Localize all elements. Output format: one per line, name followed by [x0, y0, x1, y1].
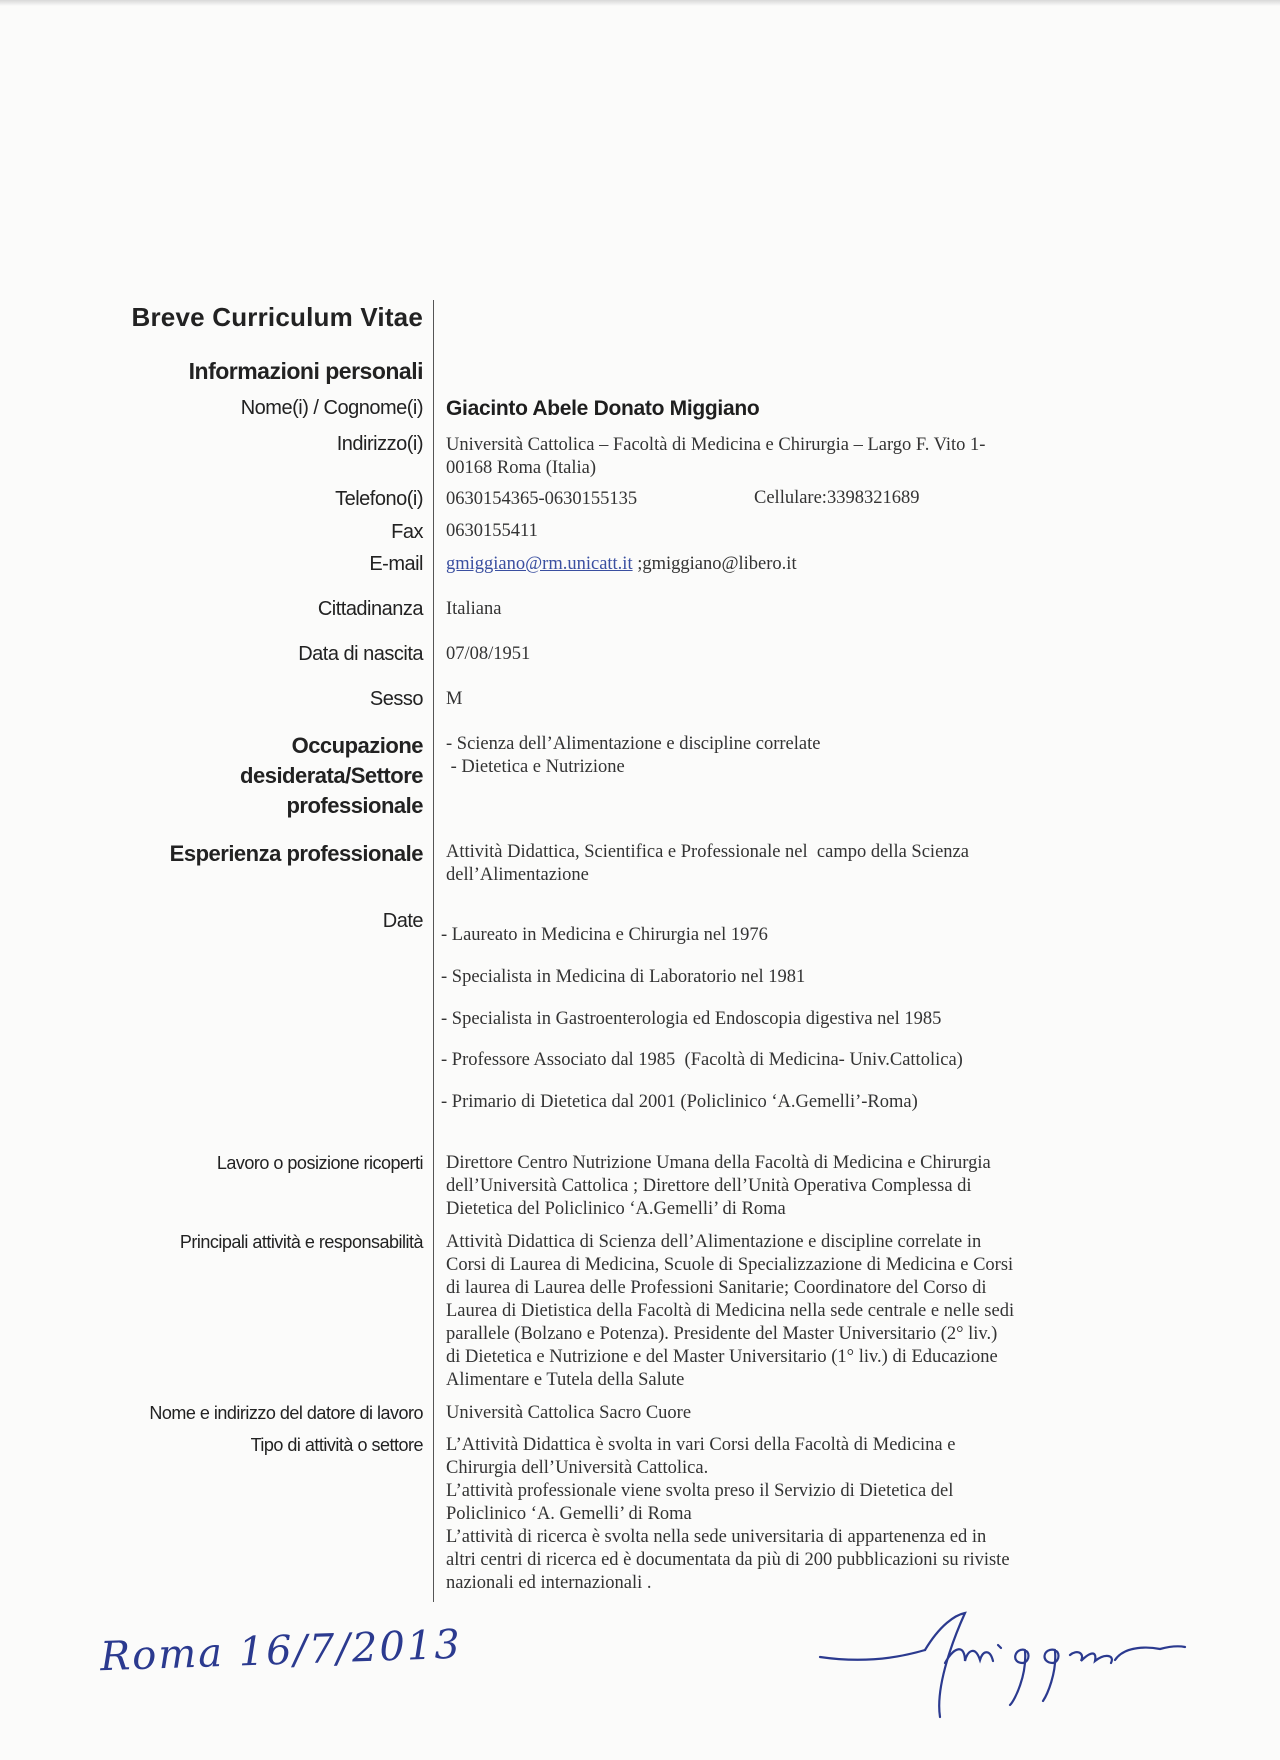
activities-line-1: Attività Didattica di Scienza dell’Alimentazione e discipline correlate in: [446, 1232, 982, 1252]
page-top-edge: [0, 0, 1280, 6]
sector-line-5: L’attività di ricerca è svolta nella sede universitaria di appartenenza ed in: [446, 1527, 987, 1547]
experience-line-1: Attività Didattica, Scientifica e Professionale nel campo della Scienza: [446, 842, 969, 862]
sector-label: Tipo di attività o settore: [250, 1435, 423, 1455]
activities-line-4: Laurea di Dietistica della Facoltà di Medicina nella sede centrale e nelle sedi: [446, 1301, 1015, 1321]
sex-value: M: [446, 689, 463, 709]
sex-label: Sesso: [369, 688, 423, 710]
phone-value: 0630154365-0630155135: [446, 489, 638, 509]
date-item-3: - Specialista in Gastroenterologia ed Endoscopia digestiva nel 1985: [441, 1009, 942, 1029]
experience-line-2: dell’Alimentazione: [446, 865, 589, 885]
name-value: Giacinto Abele Donato Miggiano: [446, 397, 760, 420]
sector-line-3: L’attività professionale viene svolta preso il Servizio di Dietetica del: [446, 1481, 954, 1501]
occupation-value-1: - Scienza dell’Alimentazione e discipline correlate: [446, 734, 821, 754]
employer-label: Nome e indirizzo del datore di lavoro: [149, 1403, 423, 1423]
citizenship-label: Cittadinanza: [317, 598, 423, 620]
date-item-5: - Primario di Dietetica dal 2001 (Policlinico ‘A.Gemelli’-Roma): [441, 1092, 918, 1112]
cv-title: Breve Curriculum Vitae: [131, 302, 423, 332]
occupation-label-1: Occupazione: [291, 733, 423, 758]
birth-label: Data di nascita: [298, 643, 423, 665]
mobile-value: Cellulare:3398321689: [754, 488, 920, 508]
position-label: Lavoro o posizione ricoperti: [216, 1153, 423, 1173]
address-label: Indirizzo(i): [336, 433, 423, 455]
occupation-label-3: professionale: [286, 793, 423, 818]
fax-value: 0630155411: [446, 521, 538, 541]
handwritten-place-date: Roma 16/7/2013: [99, 1621, 463, 1681]
signature: [815, 1605, 1195, 1725]
activities-label: Principali attività e responsabilità: [179, 1232, 423, 1252]
employer-value: Università Cattolica Sacro Cuore: [446, 1403, 692, 1423]
column-divider: [433, 300, 434, 1602]
activities-line-6: di Dietetica e Nutrizione e del Master Universitario (1° liv.) di Educazione: [446, 1347, 998, 1367]
email-label: E-mail: [369, 553, 423, 575]
date-item-1: - Laureato in Medicina e Chirurgia nel 1976: [441, 925, 768, 945]
address-line-1: Università Cattolica – Facoltà di Medicina e Chirurgia – Largo F. Vito 1-: [446, 435, 986, 455]
activities-line-5: parallele (Bolzano e Potenza). Presidente del Master Universitario (2° liv.): [446, 1324, 998, 1344]
dates-label: Date: [382, 910, 423, 932]
sector-line-2: Chirurgia dell’Università Cattolica.: [446, 1458, 709, 1478]
occupation-label-2: desiderata/Settore: [240, 763, 423, 788]
occupation-value-2: - Dietetica e Nutrizione: [446, 757, 625, 777]
activities-line-2: Corsi di Laurea di Medicina, Scuole di Specializzazione di Medicina e Corsi: [446, 1255, 1014, 1275]
email-secondary: ;gmiggiano@libero.it: [632, 554, 797, 574]
fax-label: Fax: [391, 521, 423, 543]
sector-line-7: nazionali ed internazionali .: [446, 1573, 652, 1593]
activities-line-7: Alimentare e Tutela della Salute: [446, 1370, 685, 1390]
name-label: Nome(i) / Cognome(i): [240, 397, 423, 419]
date-item-4: - Professore Associato dal 1985 (Facoltà di Medicina- Univ.Cattolica): [441, 1050, 963, 1070]
address-line-2: 00168 Roma (Italia): [446, 458, 597, 478]
sector-line-4: Policlinico ‘A. Gemelli’ di Roma: [446, 1504, 692, 1524]
birth-value: 07/08/1951: [446, 644, 531, 664]
citizenship-value: Italiana: [446, 599, 502, 619]
email-value: [446, 553, 797, 576]
experience-label: Esperienza professionale: [169, 841, 423, 866]
activities-line-3: di laurea di Laurea delle Professioni Sanitarie; Coordinatore del Corso di: [446, 1278, 987, 1298]
sector-line-6: altri centri di ricerca ed è documentata da più di 200 pubblicazioni su riviste: [446, 1550, 1010, 1570]
sector-line-1: L’Attività Didattica è svolta in vari Corsi della Facoltà di Medicina e: [446, 1435, 956, 1455]
section-personal-info: Informazioni personali: [188, 358, 423, 384]
email-link[interactable]: gmiggiano@rm.unicatt.it: [446, 554, 633, 574]
position-line-3: Dietetica del Policlinico ‘A.Gemelli’ di Roma: [446, 1199, 786, 1219]
position-line-2: dell’Università Cattolica ; Direttore dell’Unità Operativa Complessa di: [446, 1176, 972, 1196]
position-line-1: Direttore Centro Nutrizione Umana della Facoltà di Medicina e Chirurgia: [446, 1153, 991, 1173]
phone-label: Telefono(i): [335, 488, 423, 510]
date-item-2: - Specialista in Medicina di Laboratorio nel 1981: [441, 967, 806, 987]
